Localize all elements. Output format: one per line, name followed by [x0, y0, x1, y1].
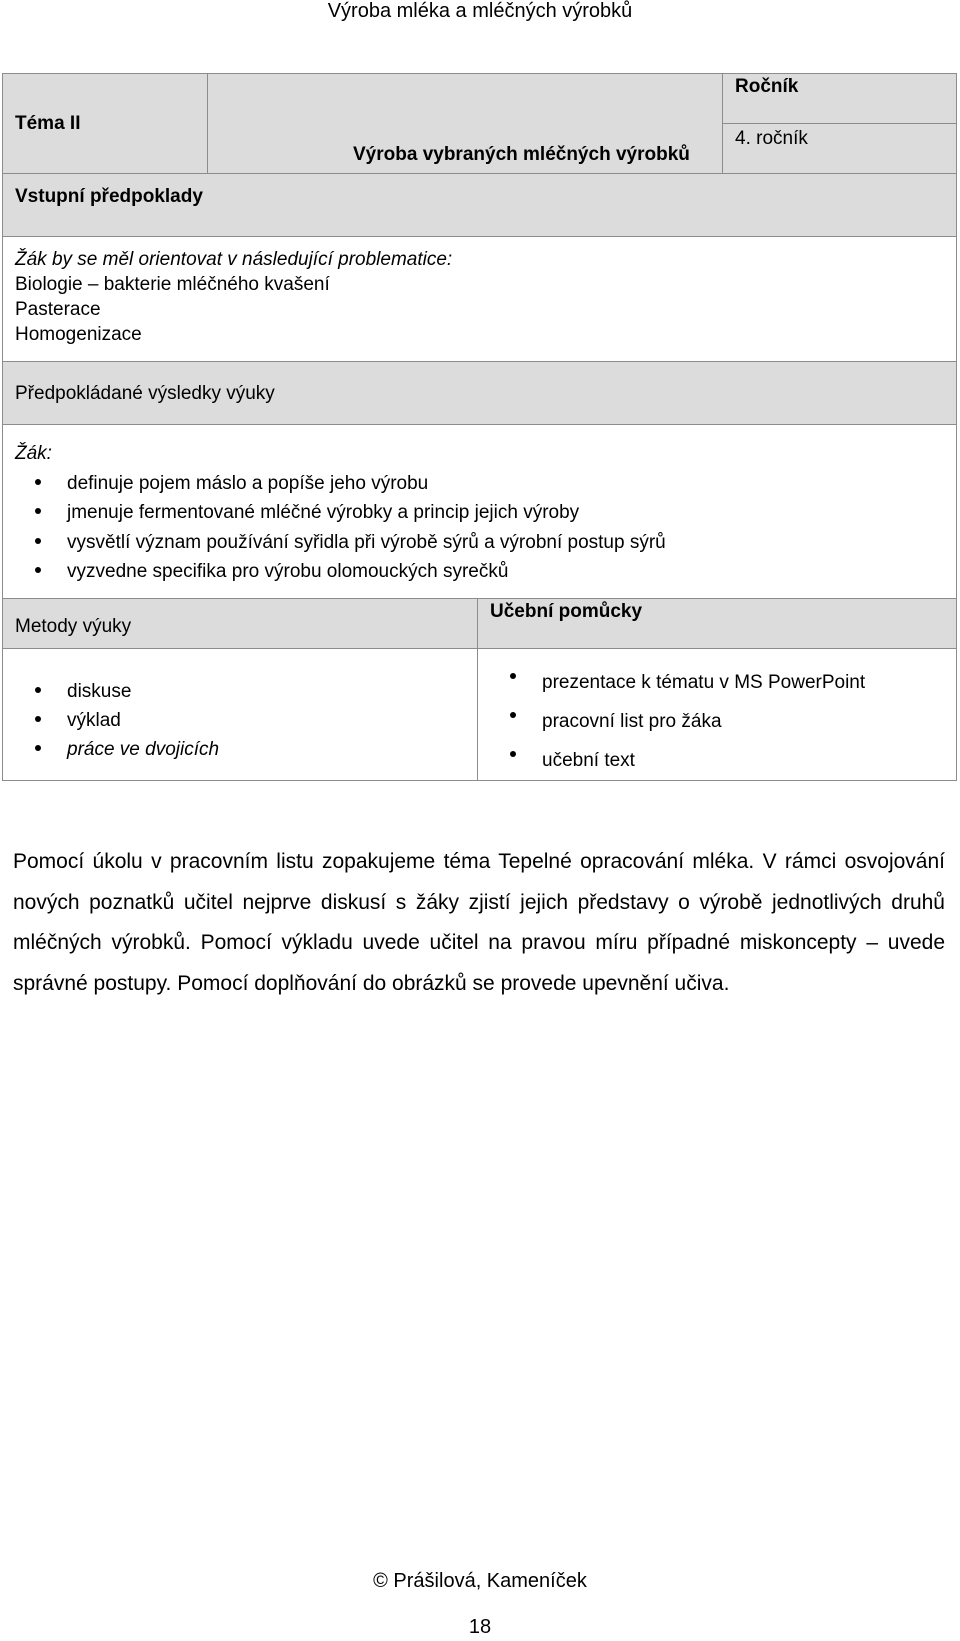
copyright-footer: © Prášilová, Kameníček: [373, 1570, 587, 1592]
outcomes-list: [15, 469, 944, 587]
methods-label: Metody výuky: [15, 616, 132, 637]
aids-label-cell: [478, 599, 957, 649]
outcomes-intro: Žák:: [15, 443, 52, 464]
aids-label: Učební pomůcky: [490, 601, 643, 622]
body-paragraph: Pomocí úkolu v pracovním listu zopakujeme téma Tepelné opracování mléka. V rámci osvojování nových poznatků učitel nejprve diskusí s žáky zjistí jejich představy o výrobě jednotlivých druhů mléčných výrobků. Pomocí výkladu uvede učitel na pravou míru případné miskoncepty – uvede správné postupy. Pomocí doplňování do obrázků se provede upevnění učiva.: [13, 850, 945, 995]
outcomes-label: Předpokládané výsledky výuky: [15, 382, 275, 404]
topic-title: Výroba vybraných mléčných výrobků: [353, 144, 690, 165]
prerequisites-intro: Žák by se měl orientovat v následující problematice:: [15, 249, 453, 270]
method-item: výklad: [15, 706, 465, 735]
aids-cell: [478, 649, 957, 781]
prerequisites-label-cell: [3, 174, 957, 237]
topic-label-cell: [3, 74, 208, 174]
lesson-table: [2, 73, 957, 781]
outcomes-cell: [3, 425, 957, 599]
aid-item: pracovní list pro žáka: [490, 702, 944, 741]
aid-item: prezentace k tématu v MS PowerPoint: [490, 663, 944, 702]
topic-label: Téma II: [15, 113, 81, 134]
methods-label-cell: [3, 599, 478, 649]
prerequisites-item: Pasterace: [15, 299, 101, 320]
methods-cell: [3, 649, 478, 781]
outcome-item: vysvětlí význam používání syřidla při výrobě sýrů a výrobní postup sýrů: [15, 528, 944, 558]
grade-value: 4. ročník: [735, 128, 808, 149]
method-item: práce ve dvojicích: [15, 735, 465, 764]
grade-label: Ročník: [735, 76, 799, 97]
outcome-item: vyzvedne specifika pro výrobu olomouckých syrečků: [15, 557, 944, 587]
grade-label-cell: [723, 74, 957, 124]
method-item: diskuse: [15, 677, 465, 706]
grade-value-cell: [723, 124, 957, 174]
page-number: 18: [468, 1616, 492, 1638]
outcome-item: definuje pojem máslo a popíše jeho výrobu: [15, 469, 944, 499]
prerequisites-item: Homogenizace: [15, 324, 142, 345]
outcomes-label-cell: [3, 362, 957, 425]
outcome-item: jmenuje fermentované mléčné výrobky a princip jejich výroby: [15, 498, 944, 528]
page-header: Výroba mléka a mléčných výrobků: [327, 0, 633, 22]
methods-list: [15, 677, 465, 764]
aids-list: [490, 663, 944, 780]
prerequisites-label: Vstupní předpoklady: [15, 186, 203, 207]
prerequisites-cell: [3, 237, 957, 362]
topic-title-cell: [208, 74, 723, 174]
prerequisites-item: Biologie – bakterie mléčného kvašení: [15, 274, 330, 295]
aid-item: učební text: [490, 741, 944, 780]
